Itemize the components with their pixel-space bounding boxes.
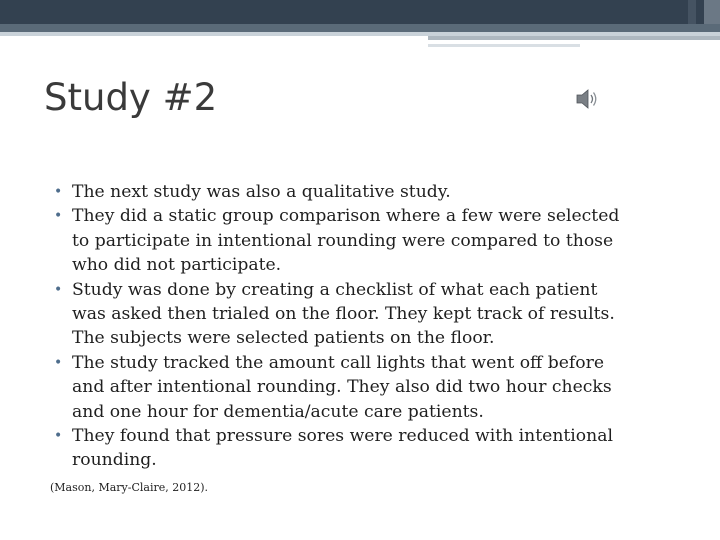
bullet-list [54, 180, 694, 473]
bullet-item [54, 180, 694, 204]
bullet-item [54, 424, 694, 473]
header-strip [428, 36, 720, 40]
bullet-line: They did a static group comparison where a few were selected [72, 206, 620, 227]
bullet-item [54, 278, 694, 351]
header-strip [0, 24, 720, 32]
bullet-line: and one hour for dementia/acute care patients. [72, 401, 484, 422]
speaker-icon[interactable] [574, 86, 600, 112]
bullet-item [54, 204, 694, 277]
bullet-line: They found that pressure sores were reduced with intentional [72, 426, 613, 447]
bullet-line: The study tracked the amount call lights that went off before [72, 352, 604, 373]
bullet-line: was asked then trialed on the floor. They kept track of results. [72, 304, 615, 325]
bullet-line: and after intentional rounding. They also did two hour checks [72, 377, 612, 398]
bullet-line: who did not participate. [72, 255, 282, 276]
header-accent-segment [688, 0, 696, 24]
bullet-line: Study was done by creating a checklist of what each patient [72, 279, 598, 300]
citation: (Mason, Mary-Claire, 2012). [50, 481, 209, 494]
bullet-line: rounding. [72, 450, 157, 471]
bullet-line: The subjects were selected patients on the floor. [72, 328, 495, 349]
header-accent-segment [704, 0, 720, 24]
slide-title: Study #2 [44, 76, 218, 119]
header-strip [428, 44, 580, 47]
bullet-item [54, 351, 694, 424]
bullet-line: The next study was also a qualitative study. [72, 182, 451, 202]
header-band [0, 0, 720, 24]
bullet-line: to participate in intentional rounding were compared to those [72, 230, 614, 251]
